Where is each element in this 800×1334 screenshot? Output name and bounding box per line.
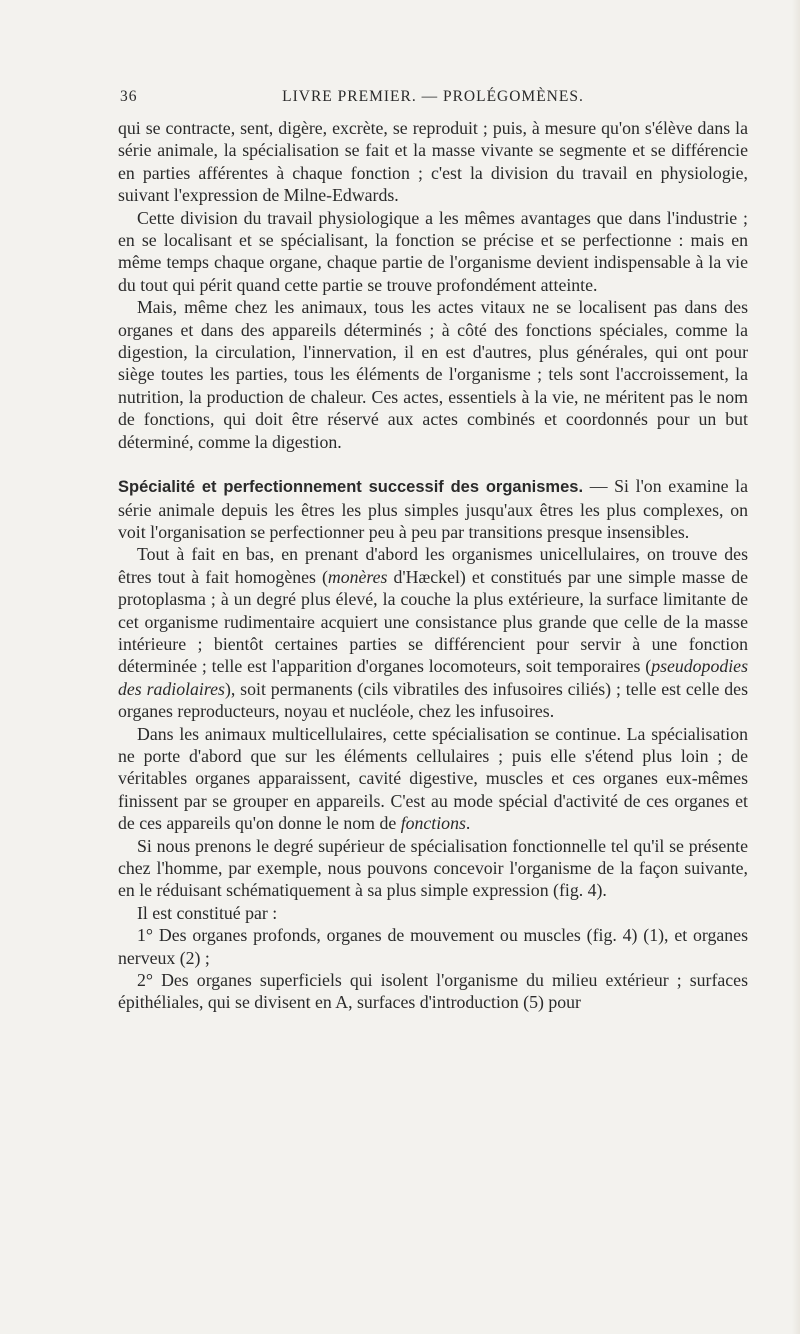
paragraph-5	[118, 543, 748, 722]
paragraph-5-text-c: ), soit permanents (cils vibratiles des infusoires ciliés) ; telle est celle des organes reproducteurs, noyau et nucléole, chez les infusoires.	[118, 678, 748, 722]
term-pseudopodies: pseudopodies des radiolaires	[118, 656, 748, 699]
paragraph-4	[118, 475, 748, 543]
paragraph-3: Mais, même chez les animaux, tous les actes vitaux ne se localisent pas dans des organes et dans des appareils déterminés ; à côté des fonctions spéciales, comme la digestion, la circulation, l'innervation, il en est d'autres, plus générales, qui ont pour siège toutes les parties, tous les éléments de l'organisme ; tels sont l'accroissement, la nutrition, la production de chaleur. Ces actes, essentiels à la vie, ne méritent pas le nom de fonctions, qui doit être réservé aux actes combinés et coordonnés pour un but déterminé, comme la digestion.	[118, 297, 748, 452]
page-number: 36	[120, 88, 138, 105]
running-title: LIVRE PREMIER. — PROLÉGOMÈNES.	[282, 88, 584, 105]
paragraph-7: Si nous prenons le degré supérieur de spécialisation fonctionnelle tel qu'il se présente chez l'homme, par exemple, nous pouvons concevoir l'organisme de la façon suivante, en le réduisant schématiquement à sa plus simple expression (fig. 4).	[118, 835, 748, 901]
page-body	[118, 117, 748, 1014]
paragraph-6-text-b: .	[465, 813, 471, 834]
paragraph-2: Cette division du travail physiologique a les mêmes avantages que dans l'industrie ; en se localisant et se spécialisant, la fonction se précise et se perfectionne : mais en même temps chaque organe, chaque partie de l'organisme devient indispensable à la vie du tout qui périt quand cette partie se trouve profondément atteinte.	[118, 207, 748, 295]
paragraph-6-text-a: Dans les animaux multicellulaires, cette spécialisation se continue. La spécialisation ne porte d'abord que sur les éléments cellulaires ; puis elle s'étend plus loin ; de véritables organes apparaissent, cavité digestive, muscles et ces organes eux-mêmes finissent par se grouper en appareils. C'est au mode spécial d'activité de ces organes et de ces appareils qu'on donne le nom de	[118, 723, 748, 834]
paragraph-1: qui se contracte, sent, digère, excrète, se reproduit ; puis, à mesure qu'on s'élève dans la série animale, la spécialisation se fait et la masse vivante se segmente et se différencie en parties afférentes à chaque fonction ; c'est la division du travail en physiologie, suivant l'expression de Milne-Edwards.	[118, 118, 748, 206]
term-moneres: monères	[327, 566, 388, 587]
paragraph-5-text-b: d'Hæckel) et constitués par une simple masse de protoplasma ; à un degré plus élevé, la couche la plus extérieure, la surface limitante de cet organisme rudimentaire acquiert une consistance plus grande que celle de la masse intérieure ; bientôt certaines parties se différencient pour servir à une fonction déterminée ; telle est l'apparition d'organes locomoteurs, soit temporaires (	[118, 566, 749, 677]
paragraph-4-text: — Si l'on examine la série animale depuis les êtres les plus simples jusqu'aux êtres les plus complexes, on voit l'organisation se perfectionner peu à peu par transitions presque insensibles.	[118, 476, 748, 542]
term-fonctions: fonctions	[400, 813, 466, 834]
paragraph-5-text-a: Tout à fait en bas, en prenant d'abord les organismes unicellulaires, on trouve des êtres tout à fait homogènes (	[118, 544, 748, 587]
section-heading: Spécialité et perfectionnement successif des organismes.	[118, 478, 584, 497]
section-gap	[118, 453, 748, 475]
paragraph-8: Il est constitué par :	[137, 902, 278, 923]
page-edge-shadow	[792, 0, 800, 1334]
paragraph-10: 2° Des organes superficiels qui isolent l'organisme du milieu extérieur ; surfaces épithéliales, qui se divisent en A, surfaces d'introduction (5) pour	[118, 970, 748, 1013]
paragraph-9: 1° Des organes profonds, organes de mouvement ou muscles (fig. 4) (1), et organes nerveux (2) ;	[118, 925, 748, 968]
paragraph-6	[118, 723, 748, 835]
running-header	[118, 88, 748, 116]
